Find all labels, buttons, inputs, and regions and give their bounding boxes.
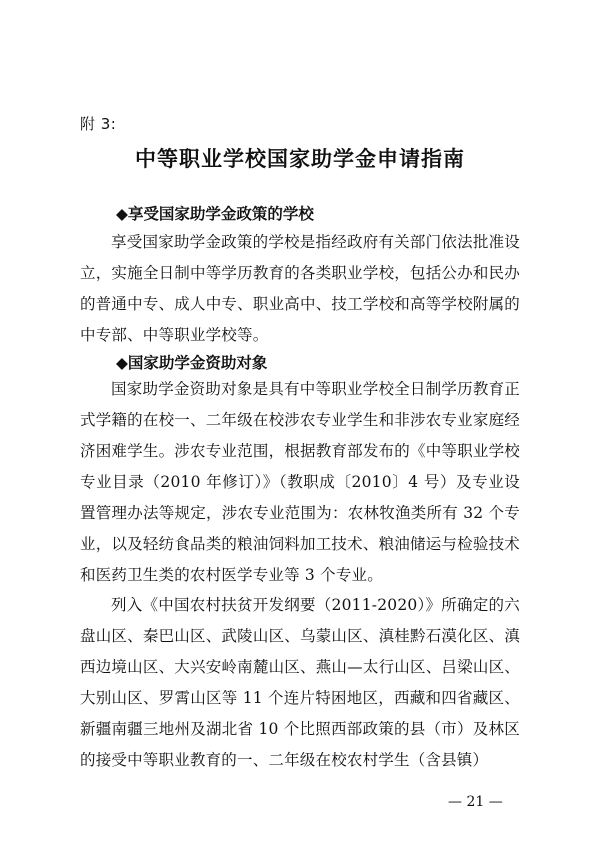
- section-heading-recipients: ◆国家助学金资助对象: [116, 354, 268, 372]
- attachment-label: 附 3:: [80, 115, 117, 133]
- paragraph-eligible-schools: 享受国家助学金政策的学校是指经政府有关部门依法批准设立，实施全日制中等学历教育的各类职业学校，包括公办和民办的普通中专、成人中专、职业高中、技工学校和高等学校附属的中专部、中等职业学校等。: [80, 233, 520, 344]
- section-heading-eligible-schools: ◆享受国家助学金政策的学校: [116, 205, 314, 223]
- page-title: 中等职业学校国家助学金申请指南: [135, 146, 465, 171]
- paragraph-recipients: 国家助学金资助对象是具有中等职业学校全日制学历教育正式学籍的在校一、二年级在校涉农专业学生和非涉农专业家庭经济困难学生。涉农专业范围，根据教育部发布的《中等职业学校专业目录（2010 年修订）》（教职成〔2010〕4 号）及专业设置管理办法等规定，涉农专业范围为：农林牧渔类所有 32 个专业，以及轻纺食品类的粮油饲料加工技术、粮油储运与检验技术和医药卫生类的农村医学专业等 3 个专业。: [80, 380, 520, 584]
- page-number: — 21 —: [448, 794, 503, 810]
- paragraph-poverty-regions: 列入《中国农村扶贫开发纲要（2011-2020）》所确定的六盘山区、秦巴山区、武陵山区、乌蒙山区、滇桂黔石漠化区、滇西边境山区、大兴安岭南麓山区、燕山—太行山区、吕梁山区、大别山区、罗霄山区等 11 个连片特困地区，西藏和四省藏区、新疆南疆三地州及湖北省 10 个比照西部政策的县（市）及林区的接受中等职业教育的一、二年级在校农村学生（含县镇）: [80, 596, 520, 769]
